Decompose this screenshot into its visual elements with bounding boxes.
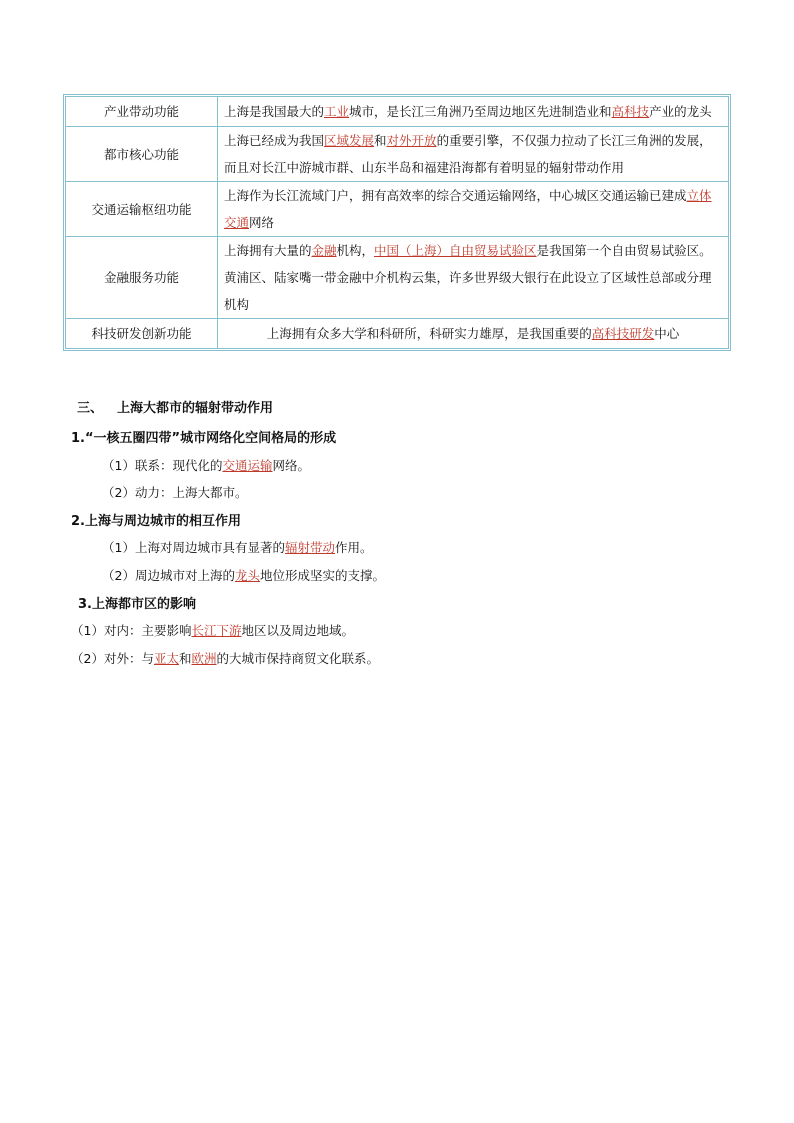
text-segment: 网络。 (272, 458, 310, 473)
text-segment: 上海拥有大量的 (224, 243, 312, 258)
text-segment: 地位形成坚实的支撑。 (259, 568, 385, 583)
row-label: 金融服务功能 (66, 237, 218, 319)
key-term: 辐射带动 (284, 540, 335, 555)
table-row (66, 237, 729, 319)
table-row (66, 127, 729, 182)
text-segment: 的大城市保持商贸文化联系。 (216, 651, 380, 666)
text-segment: （1）对内：主要影响 (71, 623, 192, 638)
function-table (63, 94, 731, 351)
point-1-2 (102, 483, 247, 501)
row-content (218, 127, 729, 182)
text-segment: 网络 (249, 215, 275, 230)
text-segment: （2）对外：与 (71, 651, 154, 666)
text-segment: （1）联系：现代化的 (102, 458, 223, 473)
key-term: 工业 (324, 104, 350, 119)
key-term: 龙头 (234, 568, 260, 583)
heading-3: 3.上海都市区的影响 (78, 597, 196, 612)
key-term: 欧洲 (191, 651, 217, 666)
text-segment: 和 (374, 133, 387, 148)
key-term: 高科技 (611, 104, 650, 119)
function-table-grid (65, 96, 729, 349)
heading-2: 2.上海与周边城市的相互作用 (71, 514, 241, 529)
text-segment: 和 (178, 651, 192, 666)
text-segment: 产业的龙头 (649, 104, 712, 119)
row-content (218, 182, 729, 237)
text-segment: （1）上海对周边城市具有显著的 (102, 540, 285, 555)
row-label: 交通运输枢纽功能 (66, 182, 218, 237)
section-number: 三、 (77, 401, 104, 416)
row-content (218, 237, 729, 319)
table-row (66, 182, 729, 237)
heading-1: 1.“一核五圈四带”城市网络化空间格局的形成 (71, 431, 337, 446)
section-heading (77, 397, 273, 416)
text-segment: 是我国第一个自由贸易试验区。黄浦区、陆家嘴一带金融中介机构云集，许多世界级大银行在此设立了区域性总部或分理机构 (224, 243, 712, 312)
text-segment: 上海是我国最大的 (224, 104, 325, 119)
point-1-1 (102, 456, 310, 474)
text-segment: 上海作为长江流域门户，拥有高效率的综合交通运输网络，中心城区交通运输已建成 (224, 188, 687, 203)
point-3-2 (71, 649, 379, 667)
key-term: 高科技研发 (591, 326, 655, 341)
text-segment: （2）周边城市对上海的 (102, 568, 235, 583)
text-segment: 中心 (654, 326, 680, 341)
text-segment: 上海已经成为我国 (224, 133, 325, 148)
text-segment: （2）动力：上海大都市。 (102, 485, 248, 500)
key-term: 交通运输 (222, 458, 273, 473)
point-2-1 (102, 538, 373, 556)
text-segment: 机构， (336, 243, 375, 258)
key-term: 长江下游 (191, 623, 242, 638)
text-segment: 上海拥有众多大学和科研所，科研实力雄厚，是我国重要的 (266, 326, 592, 341)
key-term: 中国（上海）自由贸易试验区 (374, 243, 537, 258)
text-segment: 作用。 (334, 540, 373, 555)
text-segment: 地区以及周边地域。 (241, 623, 354, 638)
row-content (218, 97, 729, 127)
table-row (66, 97, 729, 127)
text-segment: 的重要引擎，不仅强力拉动了长江三角洲的发展，而且对长江中游城市群、山东半岛和福建沿海都有着明显的辐射带动作用 (224, 133, 712, 175)
section-title: 上海大都市的辐射带动作用 (117, 401, 274, 416)
key-term: 亚太 (153, 651, 179, 666)
row-label: 科技研发创新功能 (66, 319, 218, 349)
text-segment: 城市，是长江三角洲乃至周边地区先进制造业和 (349, 104, 612, 119)
key-term: 区域发展 (324, 133, 375, 148)
point-3-1 (71, 621, 354, 639)
key-term: 对外开放 (386, 133, 437, 148)
row-label: 产业带动功能 (66, 97, 218, 127)
row-label: 都市核心功能 (66, 127, 218, 182)
table-row (66, 319, 729, 349)
point-2-2 (102, 566, 385, 584)
key-term: 金融 (311, 243, 337, 258)
key-term: 立体交通 (224, 188, 712, 230)
row-content (218, 319, 729, 349)
